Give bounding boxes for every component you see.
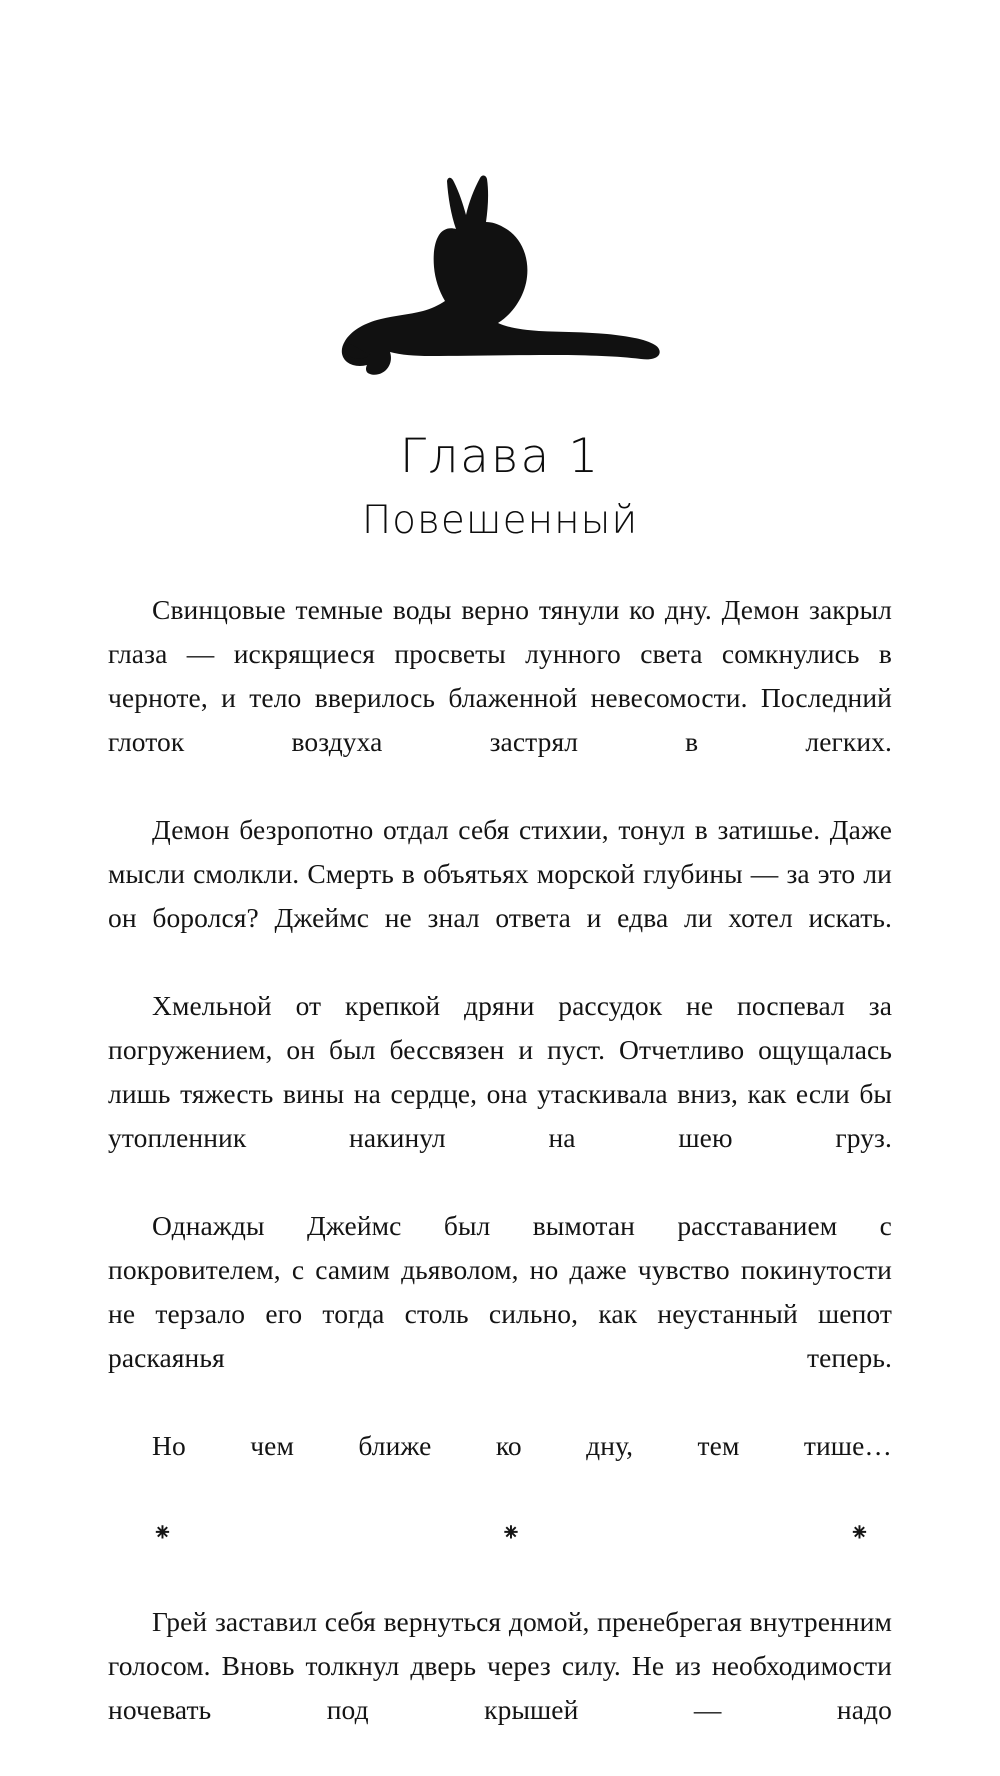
scene-break: ⁕ ⁕ ⁕ <box>152 1520 892 1547</box>
paragraph: Но чем ближе ко дну, тем тише… <box>152 1430 892 1461</box>
chapter-title: Повешенный <box>361 498 639 544</box>
paragraph: Хмельной от крепкой дряни рассудок не поспевал за погружением, он был бессвязен и пуст. Отчетливо ощущалась лишь тяжесть вины на сердце, она утаскивала вниз, как если бы утопленник накинул на шею груз. <box>108 990 892 1153</box>
chapter-heading <box>0 430 1000 545</box>
dog-silhouette-icon <box>0 160 1000 390</box>
paragraph: Свинцовые темные воды верно тянули ко дну. Демон закрыл глаза — искрящиеся просветы лунного света сомкнулись в черноте, и тело вверилось блаженной невесомости. Последний глоток воздуха застрял в легких. <box>108 594 892 757</box>
body-text <box>108 588 892 1776</box>
paragraph: Однажды Джеймс был вымотан расставанием с покровителем, с самим дьяволом, но даже чувство покинутости не терзало его тогда столь сильно, как неустанный шепот раскаянья теперь. <box>108 1210 892 1373</box>
paragraph: Демон безропотно отдал себя стихии, тонул в затишье. Даже мысли смолкли. Смерть в объятьях морской глубины — за это ли он боролся? Джеймс не знал ответа и едва ли хотел искать. <box>108 814 892 933</box>
paragraph: Грей заставил себя вернуться домой, пренебрегая внутренним голосом. Вновь толкнул дверь через силу. Не из необходимости ночевать под крышей — надо <box>108 1606 892 1725</box>
chapter-number: Глава 1 <box>399 429 601 484</box>
